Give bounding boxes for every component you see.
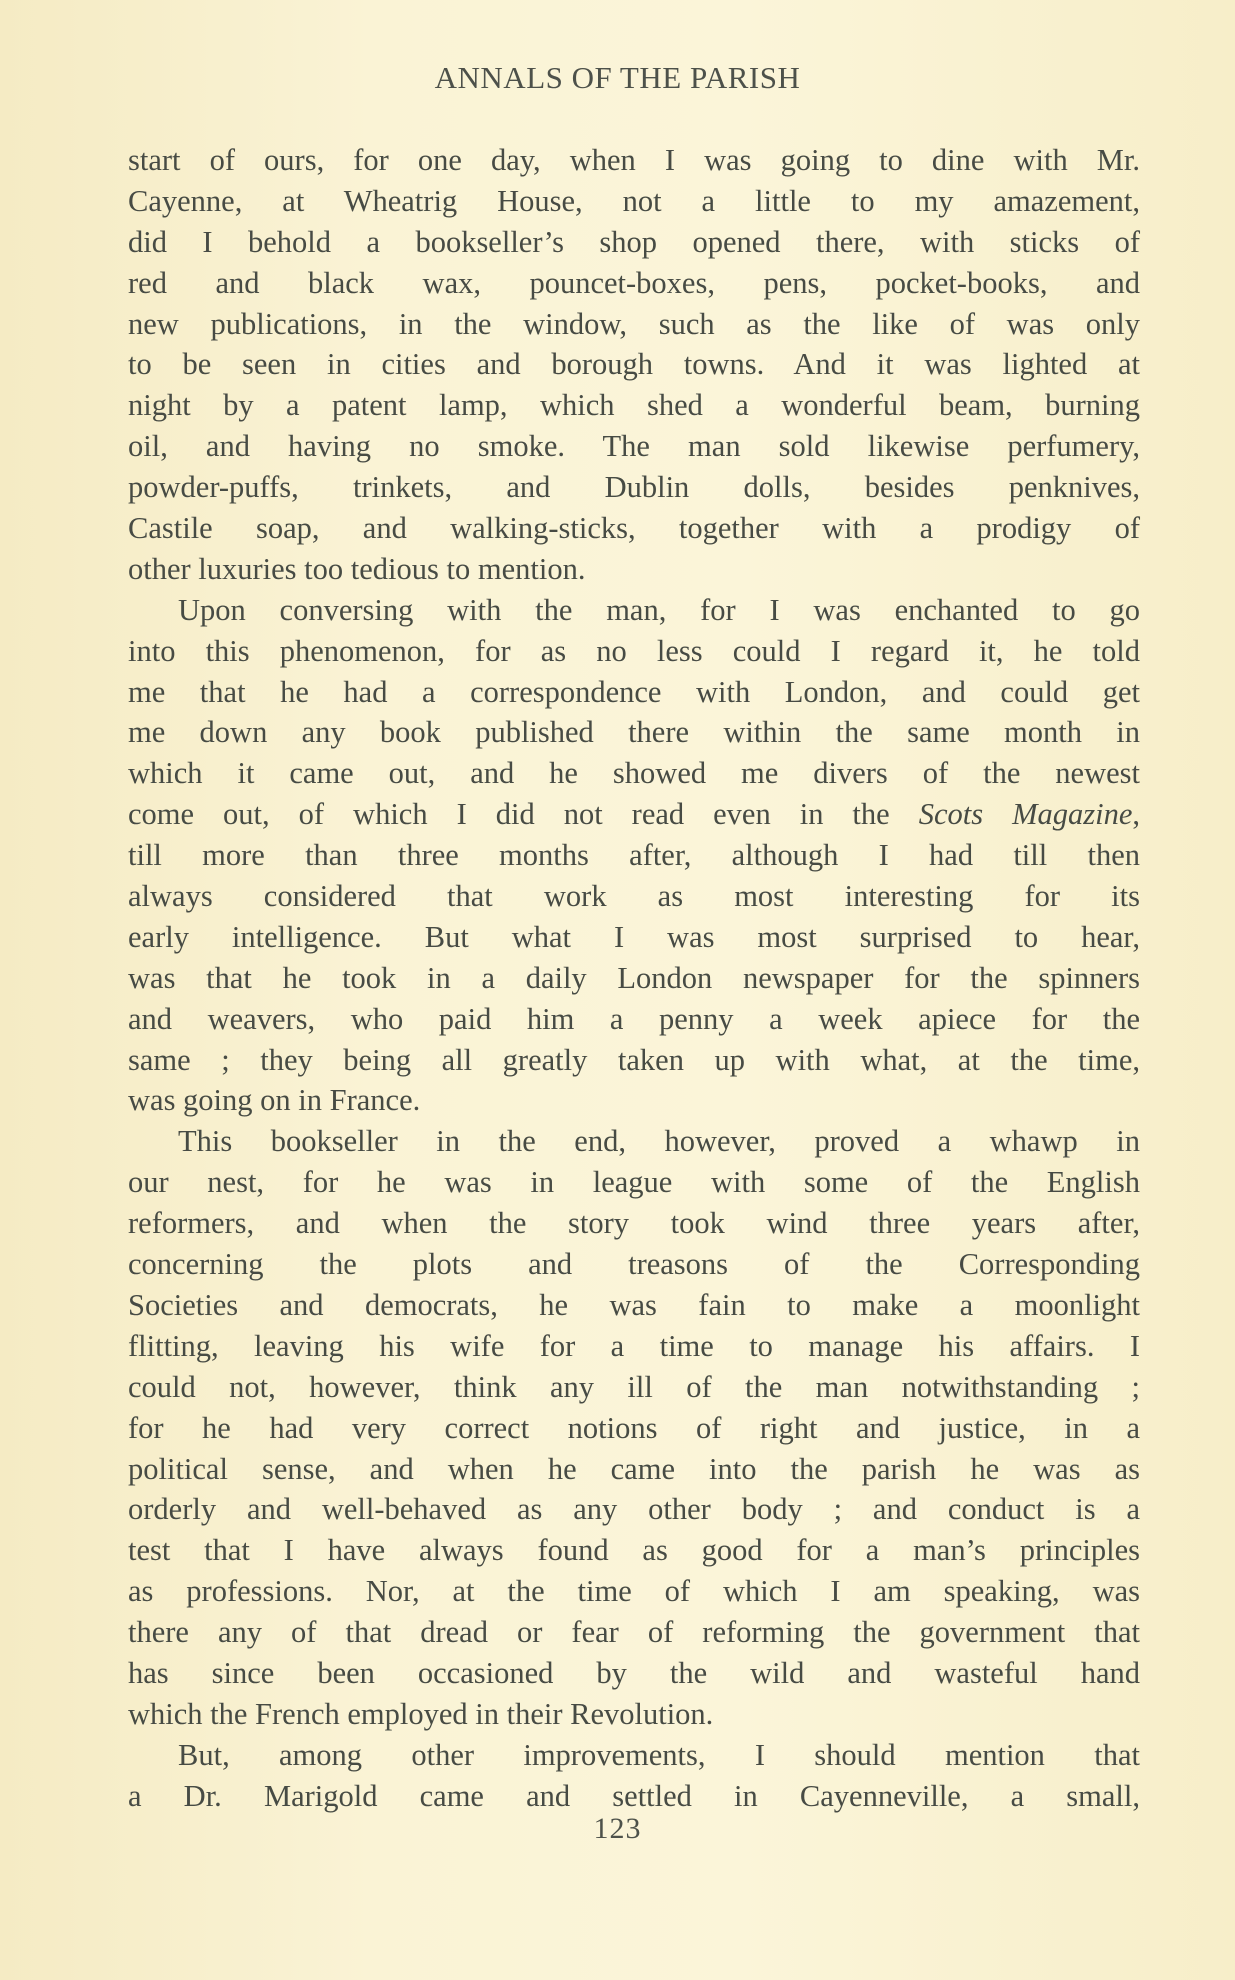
text-line: till more than three months after, although I had till then <box>128 838 1140 873</box>
text-line: could not, however, think any ill of the man notwithstanding ; <box>128 1369 1140 1404</box>
text-line: Societies and democrats, he was fain to make a moonlight <box>128 1287 1140 1322</box>
text-line: to be seen in cities and borough towns. And it was lighted at <box>128 347 1140 382</box>
text-line: new publications, in the window, such as the like of was only <box>128 306 1140 341</box>
text-line: our nest, for he was in league with some of the English <box>128 1165 1140 1200</box>
page-number: 123 <box>593 1812 642 1845</box>
text-run: come out, of which I did not read even in the <box>128 797 919 832</box>
text-line: powder-puffs, trinkets, and Dublin dolls, besides penknives, <box>128 470 1140 505</box>
text-line: and weavers, who paid him a penny a week apiece for the <box>128 1001 1140 1036</box>
text-line: test that I have always found as good for a man’s principles <box>128 1533 1140 1568</box>
text-line: Castile soap, and walking-sticks, together with a prodigy of <box>128 511 1140 546</box>
text-line: flitting, leaving his wife for a time to manage his affairs. I <box>128 1328 1140 1363</box>
text-line: me down any book published there within the same month in <box>128 715 1140 750</box>
text-line: there any of that dread or fear of reforming the government that <box>128 1615 1140 1650</box>
text-line: early intelligence. But what I was most surprised to hear, <box>128 919 1140 954</box>
text-line: a Dr. Marigold came and settled in Cayenneville, a small, <box>128 1778 1140 1813</box>
text-line <box>128 794 1140 835</box>
text-line: oil, and having no smoke. The man sold likewise perfumery, <box>128 429 1140 464</box>
italic-title: Scots Magazine <box>918 797 1133 832</box>
text-line: reformers, and when the story took wind three years after, <box>128 1206 1140 1241</box>
text-line: start of ours, for one day, when I was going to dine with Mr. <box>128 143 1140 177</box>
text-line: into this phenomenon, for as no less could I regard it, he told <box>128 633 1140 668</box>
text-line: for he had very correct notions of right and justice, in a <box>128 1410 1140 1445</box>
text-line: political sense, and when he came into the parish he was as <box>128 1451 1140 1486</box>
text-line: Upon conversing with the man, for I was enchanted to go <box>178 592 1140 627</box>
text-line: But, among other improvements, I should mention that <box>178 1737 1140 1772</box>
text-line: as professions. Nor, at the time of which I am speaking, was <box>128 1574 1140 1609</box>
text-run: , <box>1132 797 1140 832</box>
text-line: which it came out, and he showed me divers of the newest <box>128 756 1140 791</box>
text-line: was that he took in a daily London newspaper for the spinners <box>128 960 1140 995</box>
body-text <box>128 140 1140 1817</box>
text-line: This bookseller in the end, however, proved a whawp in <box>178 1124 1140 1159</box>
text-line: was going on in France. <box>128 1083 421 1118</box>
text-line: me that he had a correspondence with London, and could get <box>128 674 1140 709</box>
text-line: Cayenne, at Wheatrig House, not a little to my amazement, <box>128 183 1140 218</box>
paragraph-1 <box>128 140 1140 590</box>
text-line: always considered that work as most interesting for its <box>128 879 1140 914</box>
text-line: orderly and well-behaved as any other body ; and conduct is a <box>128 1492 1140 1527</box>
text-line: night by a patent lamp, which shed a wonderful beam, burning <box>128 388 1140 423</box>
text-line: other luxuries too tedious to mention. <box>128 551 586 586</box>
text-line: has since been occasioned by the wild and wasteful hand <box>128 1655 1140 1690</box>
text-line: concerning the plots and treasons of the Corresponding <box>128 1247 1140 1282</box>
paragraph-3 <box>128 1121 1140 1734</box>
running-head: ANNALS OF THE PARISH <box>434 60 801 95</box>
text-line: did I behold a bookseller’s shop opened there, with sticks of <box>128 224 1140 259</box>
text-line: same ; they being all greatly taken up with what, at the time, <box>128 1042 1140 1077</box>
paragraph-2 <box>128 590 1140 1122</box>
text-line: red and black wax, pouncet-boxes, pens, pocket-books, and <box>128 265 1140 300</box>
text-line: which the French employed in their Revolution. <box>128 1696 714 1731</box>
paragraph-4 <box>128 1735 1140 1817</box>
